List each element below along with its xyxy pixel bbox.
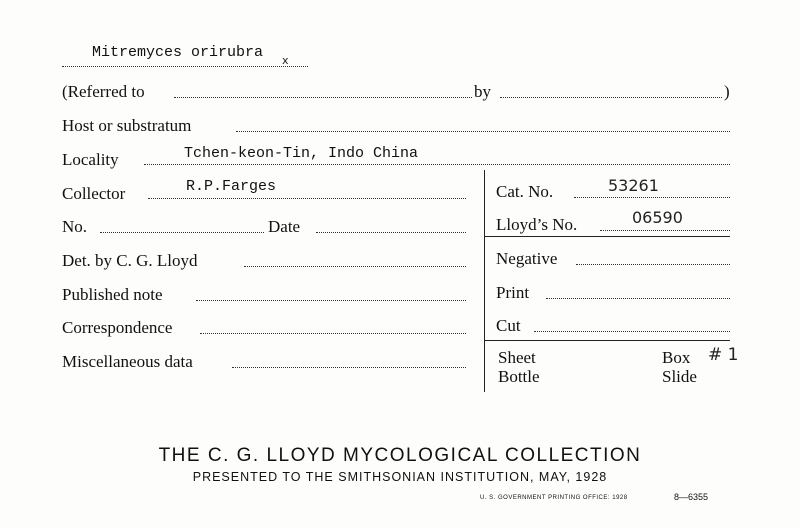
host-line [236, 131, 730, 132]
collection-subtitle: PRESENTED TO THE SMITHSONIAN INSTITUTION, MAY, 1928 [192, 470, 608, 484]
box-divider [484, 236, 730, 237]
negative-line [576, 264, 730, 265]
lloyds-no-label: Lloyd’s No. [496, 215, 578, 234]
specimen-name-line [62, 66, 308, 67]
sheet-label: Sheet [498, 348, 536, 367]
cat-no-value: 53261 [608, 176, 659, 195]
printer-imprint: U. S. GOVERNMENT PRINTING OFFICE: 1928 [480, 495, 628, 501]
lloyds-no-line [600, 230, 730, 231]
box-label: Box [662, 348, 691, 367]
locality-value: Tchen-keon-Tin, Indo China [184, 145, 419, 162]
correspondence-line [200, 333, 466, 334]
by-label: by [474, 82, 491, 101]
referred-to-label: (Referred to [62, 82, 145, 101]
cut-label: Cut [496, 316, 521, 335]
box-left-border [484, 170, 485, 392]
print-label: Print [496, 283, 530, 302]
locality-label: Locality [62, 150, 119, 169]
lloyds-no-value: 06590 [632, 208, 683, 227]
cat-no-label: Cat. No. [496, 182, 554, 201]
cut-line [534, 331, 730, 332]
negative-label: Negative [496, 249, 558, 268]
correspondence-label: Correspondence [62, 318, 173, 337]
collector-label: Collector [62, 184, 126, 203]
specimen-name: Mitremyces orirubra [92, 44, 264, 61]
misc-line [232, 367, 466, 368]
locality-line [144, 164, 730, 165]
no-line [100, 232, 264, 233]
specimen-annotation: x [282, 54, 289, 67]
slide-label: Slide [662, 367, 697, 386]
no-label: No. [62, 217, 88, 236]
date-label: Date [268, 217, 301, 236]
box-value: # 1 [708, 345, 739, 365]
box-divider [484, 340, 730, 341]
date-line [316, 232, 466, 233]
bottle-label: Bottle [498, 367, 540, 386]
collector-line [148, 198, 466, 199]
cat-no-line [574, 197, 730, 198]
print-line [546, 298, 730, 299]
det-by-line [244, 266, 466, 267]
collector-value: R.P.Farges [186, 178, 277, 195]
referred-to-line [174, 97, 472, 98]
published-label: Published note [62, 285, 163, 304]
published-line [196, 300, 466, 301]
host-label: Host or substratum [62, 116, 192, 135]
misc-label: Miscellaneous data [62, 352, 193, 371]
by-line [500, 97, 722, 98]
collection-title: THE C. G. LLOYD MYCOLOGICAL COLLECTION [158, 445, 642, 466]
form-number: 8—6355 [674, 492, 709, 502]
close-paren: ) [724, 82, 730, 101]
det-by-label: Det. by C. G. Lloyd [62, 251, 198, 270]
